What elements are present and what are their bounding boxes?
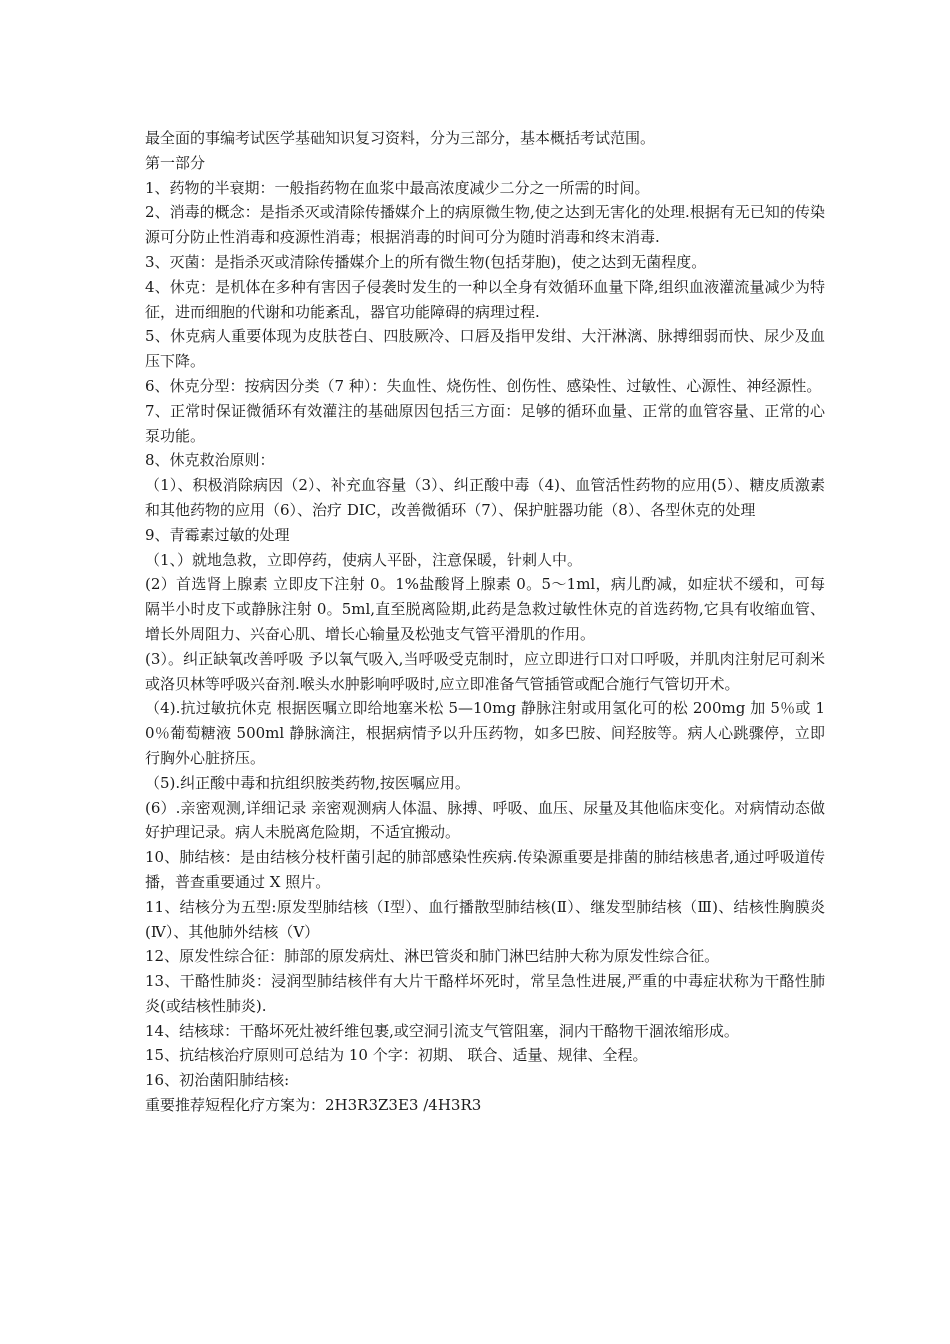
item-14-tuberculoma: 14、结核球：干酪坏死灶被纤维包裹,或空洞引流支气管阻塞，洞内干酪物干涸浓缩形成。	[145, 1021, 739, 1040]
item-5-shock-signs: 5、休克病人重要体现为皮肤苍白、四肢厥冷、口唇及指甲发绀、大汗淋漓、脉搏细弱而快、尿少及血压下降。	[145, 327, 825, 371]
item-10-tuberculosis: 10、肺结核：是由结核分枝杆菌引起的肺部感染性疾病.传染源重要是排菌的肺结核患者,通过呼吸道传播，普查重要通过 X 照片。	[145, 848, 825, 891]
item-8-shock-treatment-heading: 8、休克救治原则：	[145, 451, 275, 470]
item-6-shock-types: 6、休克分型：按病因分类（7 种）：失血性、烧伤性、创伤性、感染性、过敏性、心源性、神经源性。	[145, 376, 822, 395]
item-9-step-5: （5).纠正酸中毒和抗组织胺类药物,按医嘱应用。	[145, 773, 470, 792]
document-page	[145, 126, 825, 1118]
item-9-step-6: (6）.亲密观测,详细记录 亲密观测病人体温、脉搏、呼吸、血压、尿量及其他临床变化。对病情动态做好护理记录。病人未脱离危险期，不适宜搬动。	[145, 798, 825, 842]
item-15-treatment-principles: 15、抗结核治疗原则可总结为 10 个字：初期、 联合、适量、规律、全程。	[145, 1046, 648, 1065]
item-12-primary-complex: 12、原发性综合征：肺部的原发病灶、淋巴管炎和肺门淋巴结肿大称为原发性综合征。	[145, 947, 720, 966]
item-9-step-1: （1、）就地急救，立即停药，使病人平卧，注意保暖，针刺人中。	[145, 550, 583, 569]
item-9-penicillin-heading: 9、青霉素过敏的处理	[145, 525, 290, 544]
item-4-shock: 4、休克：是机体在多种有害因子侵袭时发生的一种以全身有效循环血量下降,组织血液灌流量减少为特征，进而细胞的代谢和功能紊乱，器官功能障碍的病理过程.	[145, 277, 825, 321]
item-8-shock-treatment-list: （1）、积极消除病因（2）、补充血容量（3）、纠正酸中毒（4)、血管活性药物的应用(5）、糖皮质激素和其他药物的应用（6）、治疗 DIC，改善微循环（7）、保护脏器功能（8）、各型休克的处理	[145, 476, 825, 519]
item-1-half-life: 1、药物的半衰期：一般指药物在血浆中最高浓度减少二分之一所需的时间。	[145, 178, 650, 197]
item-9-step-3: (3）。纠正缺氧改善呼吸 予以氧气吸入,当呼吸受克制时，应立即进行口对口呼吸，并肌肉注射尼可刹米或洛贝林等呼吸兴奋剂.喉头水肿影响呼吸时,应立即准备气管插管或配合施行气管切开术。	[145, 649, 825, 693]
document-intro: 最全面的事编考试医学基础知识复习资料，分为三部分，基本概括考试范围。	[145, 129, 656, 147]
item-16-regimen: 重要推荐短程化疗方案为：2H3R3Z3E3 /4H3R3	[145, 1096, 482, 1115]
item-9-step-4: （4).抗过敏抗休克 根据医嘱立即给地塞米松 5—10mg 静脉注射或用氢化可的松 200mg 加 5％或 10％葡萄糖液 500ml 静脉滴注，根据病情予以升压药物，如多巴胺、间羟胺等。病人心跳骤停，立即行胸外心脏挤压。	[145, 699, 825, 767]
section-heading: 第一部分	[145, 153, 206, 172]
item-7-microcirculation: 7、正常时保证微循环有效灌注的基础原因包括三方面：足够的循环血量、正常的血管容量、正常的心泵功能。	[145, 401, 825, 445]
item-11-tb-types: 11、结核分为五型:原发型肺结核（Ⅰ型）、血行播散型肺结核(Ⅱ）、继发型肺结核（Ⅲ)、结核性胸膜炎(Ⅳ）、其他肺外结核（Ⅴ）	[145, 897, 825, 941]
item-3-sterilization: 3、灭菌：是指杀灭或清除传播媒介上的所有微生物(包括芽胞)，使之达到无菌程度。	[145, 252, 707, 271]
item-13-caseous-pneumonia: 13、干酪性肺炎：浸润型肺结核伴有大片干酪样坏死时，常呈急性进展,严重的中毒症状称为干酪性肺炎(或结核性肺炎).	[145, 972, 825, 1015]
item-9-step-2: (2）首选肾上腺素 立即皮下注射 0。1%盐酸肾上腺素 0。5～1ml，病儿酌减，如症状不缓和，可每隔半小时皮下或静脉注射 0。5ml,直至脱离险期,此药是急救过敏性休克的首选药物,它具有收缩血管、增长外周阻力、兴奋心肌、增长心输量及松弛支气管平滑肌的作用。	[145, 575, 825, 643]
item-2-disinfection: 2、消毒的概念：是指杀灭或清除传播媒介上的病原微生物,使之达到无害化的处理.根据有无已知的传染源可分防止性消毒和疫源性消毒；根据消毒的时间可分为随时消毒和终末消毒.	[145, 203, 825, 247]
item-16-initial-treatment-heading: 16、初治菌阳肺结核:	[145, 1071, 290, 1090]
